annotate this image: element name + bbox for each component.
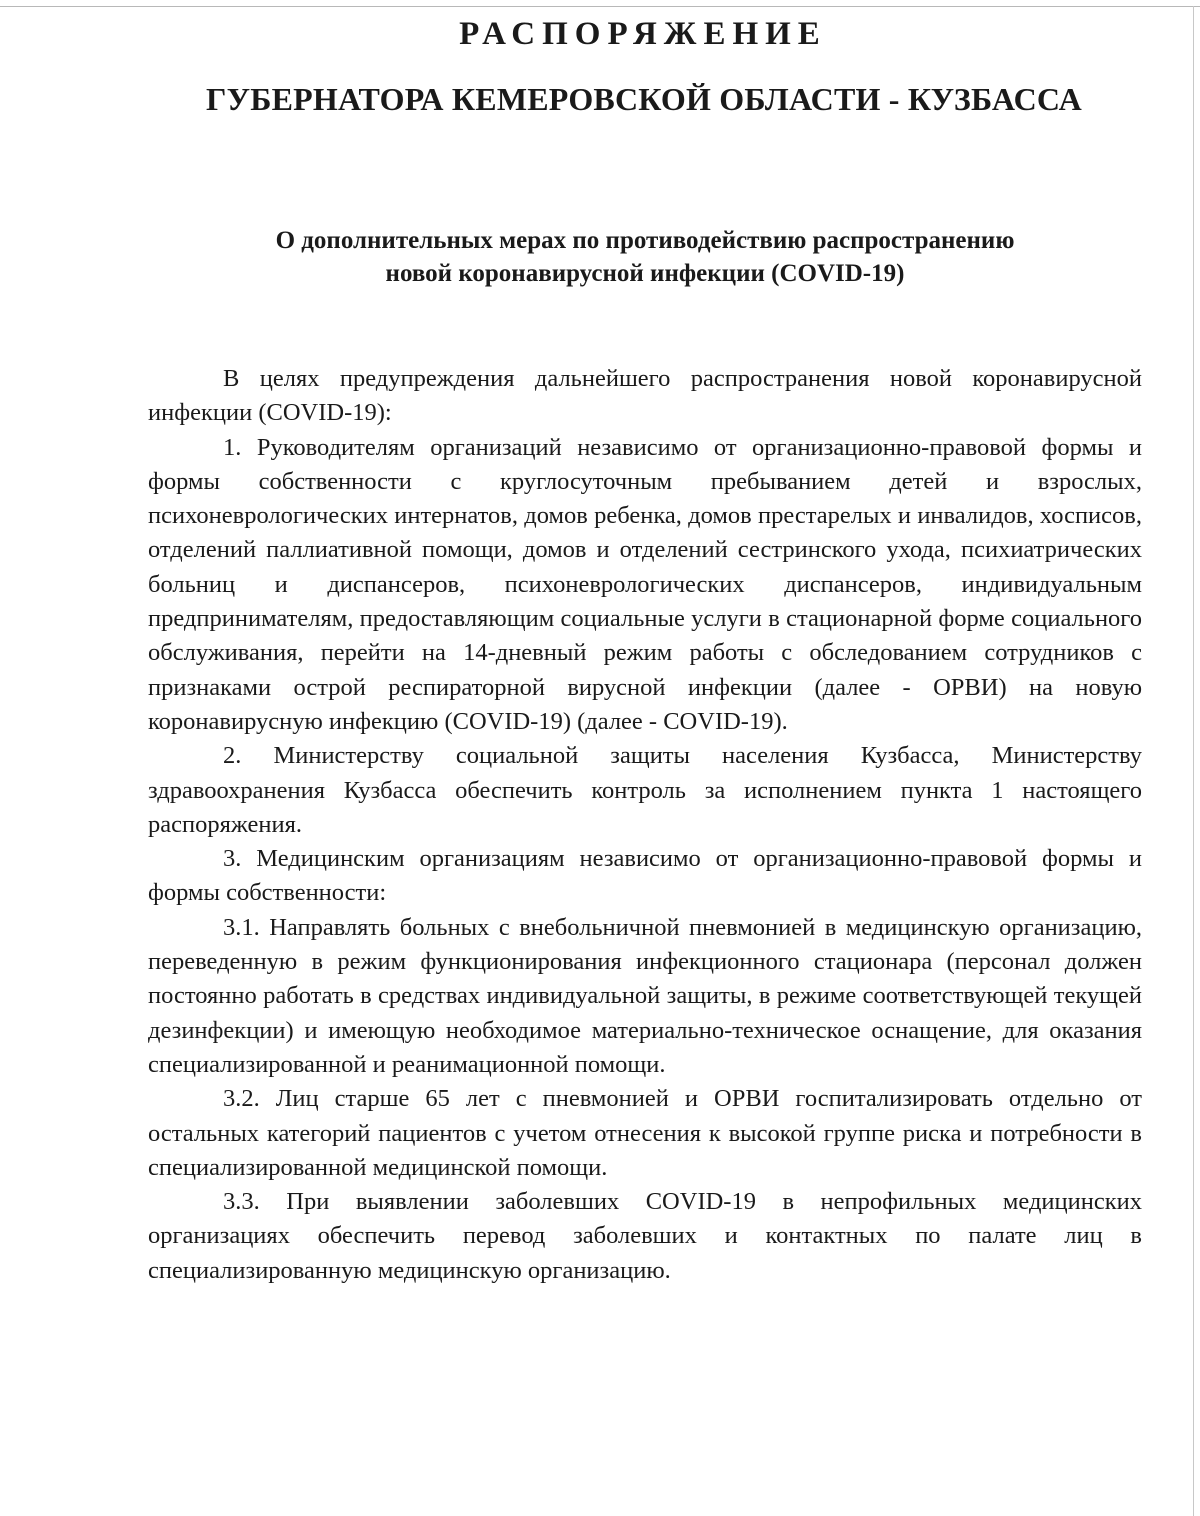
document-title: РАСПОРЯЖЕНИЕ <box>459 16 827 52</box>
paragraph-intro: В целях предупреждения дальнейшего распространения новой коронавирусной инфекции (COVID-19): <box>148 365 1142 427</box>
page-right-border <box>1193 6 1194 1516</box>
paragraph-item-3: 3. Медицинским организациям независимо от организационно-правовой формы и формы собственности: <box>148 845 1142 907</box>
document-heading-line-1: О дополнительных мерах по противодействию распространению <box>275 227 1015 254</box>
document-heading-line-2: новой коронавирусной инфекции (COVID-19) <box>385 260 905 287</box>
paragraph-item-3-3: 3.3. При выявлении заболевших COVID-19 в непрофильных медицинских организациях обеспечить перевод заболевших и контактных по палате лиц в специализированную медицинскую организацию. <box>148 1188 1142 1284</box>
document-heading <box>190 224 1100 290</box>
paragraph-item-1: 1. Руководителям организаций независимо от организационно-правовой формы и формы собственности с круглосуточным пребыванием детей и взрослых, психоневрологических интернатов, домов ребенка, домов престарелых и инвалидов, хосписов, отделений паллиативной помощи, домов и отделений сестринского ухода, психиатрических больниц и диспансеров, психоневрологических диспансеров, индивидуальным предпринимателям, предоставляющим социальные услуги в стационарной форме социального обслуживания, перейти на 14-дневный режим работы с обследованием сотрудников с признаками острой респираторной вирусной инфекции (далее - ОРВИ) на новую коронавирусную инфекцию (COVID-19) (далее - COVID-19). <box>148 433 1142 735</box>
document-subtitle: ГУБЕРНАТОРА КЕМЕРОВСКОЙ ОБЛАСТИ - КУЗБАССА <box>206 81 1082 117</box>
paragraph-item-3-1: 3.1. Направлять больных с внебольничной пневмонией в медицинскую организацию, переведенную в режим функционирования инфекционного стационара (персонал должен постоянно работать в средствах индивидуальной защиты, в режиме соответствующей текущей дезинфекции) и имеющую необходимое материально-техническое оснащение, для оказания специализированной и реанимационной помощи. <box>148 913 1142 1078</box>
document-body <box>148 362 1142 1288</box>
paragraph-item-3-2: 3.2. Лиц старше 65 лет с пневмонией и ОРВИ госпитализировать отдельно от остальных категорий пациентов с учетом отнесения к высокой группе риска и потребности в специализированной медицинской помощи. <box>148 1085 1142 1181</box>
page-top-border <box>0 6 1200 7</box>
paragraph-item-2: 2. Министерству социальной защиты населения Кузбасса, Министерству здравоохранения Кузбасса обеспечить контроль за исполнением пункта 1 настоящего распоряжения. <box>148 742 1142 838</box>
